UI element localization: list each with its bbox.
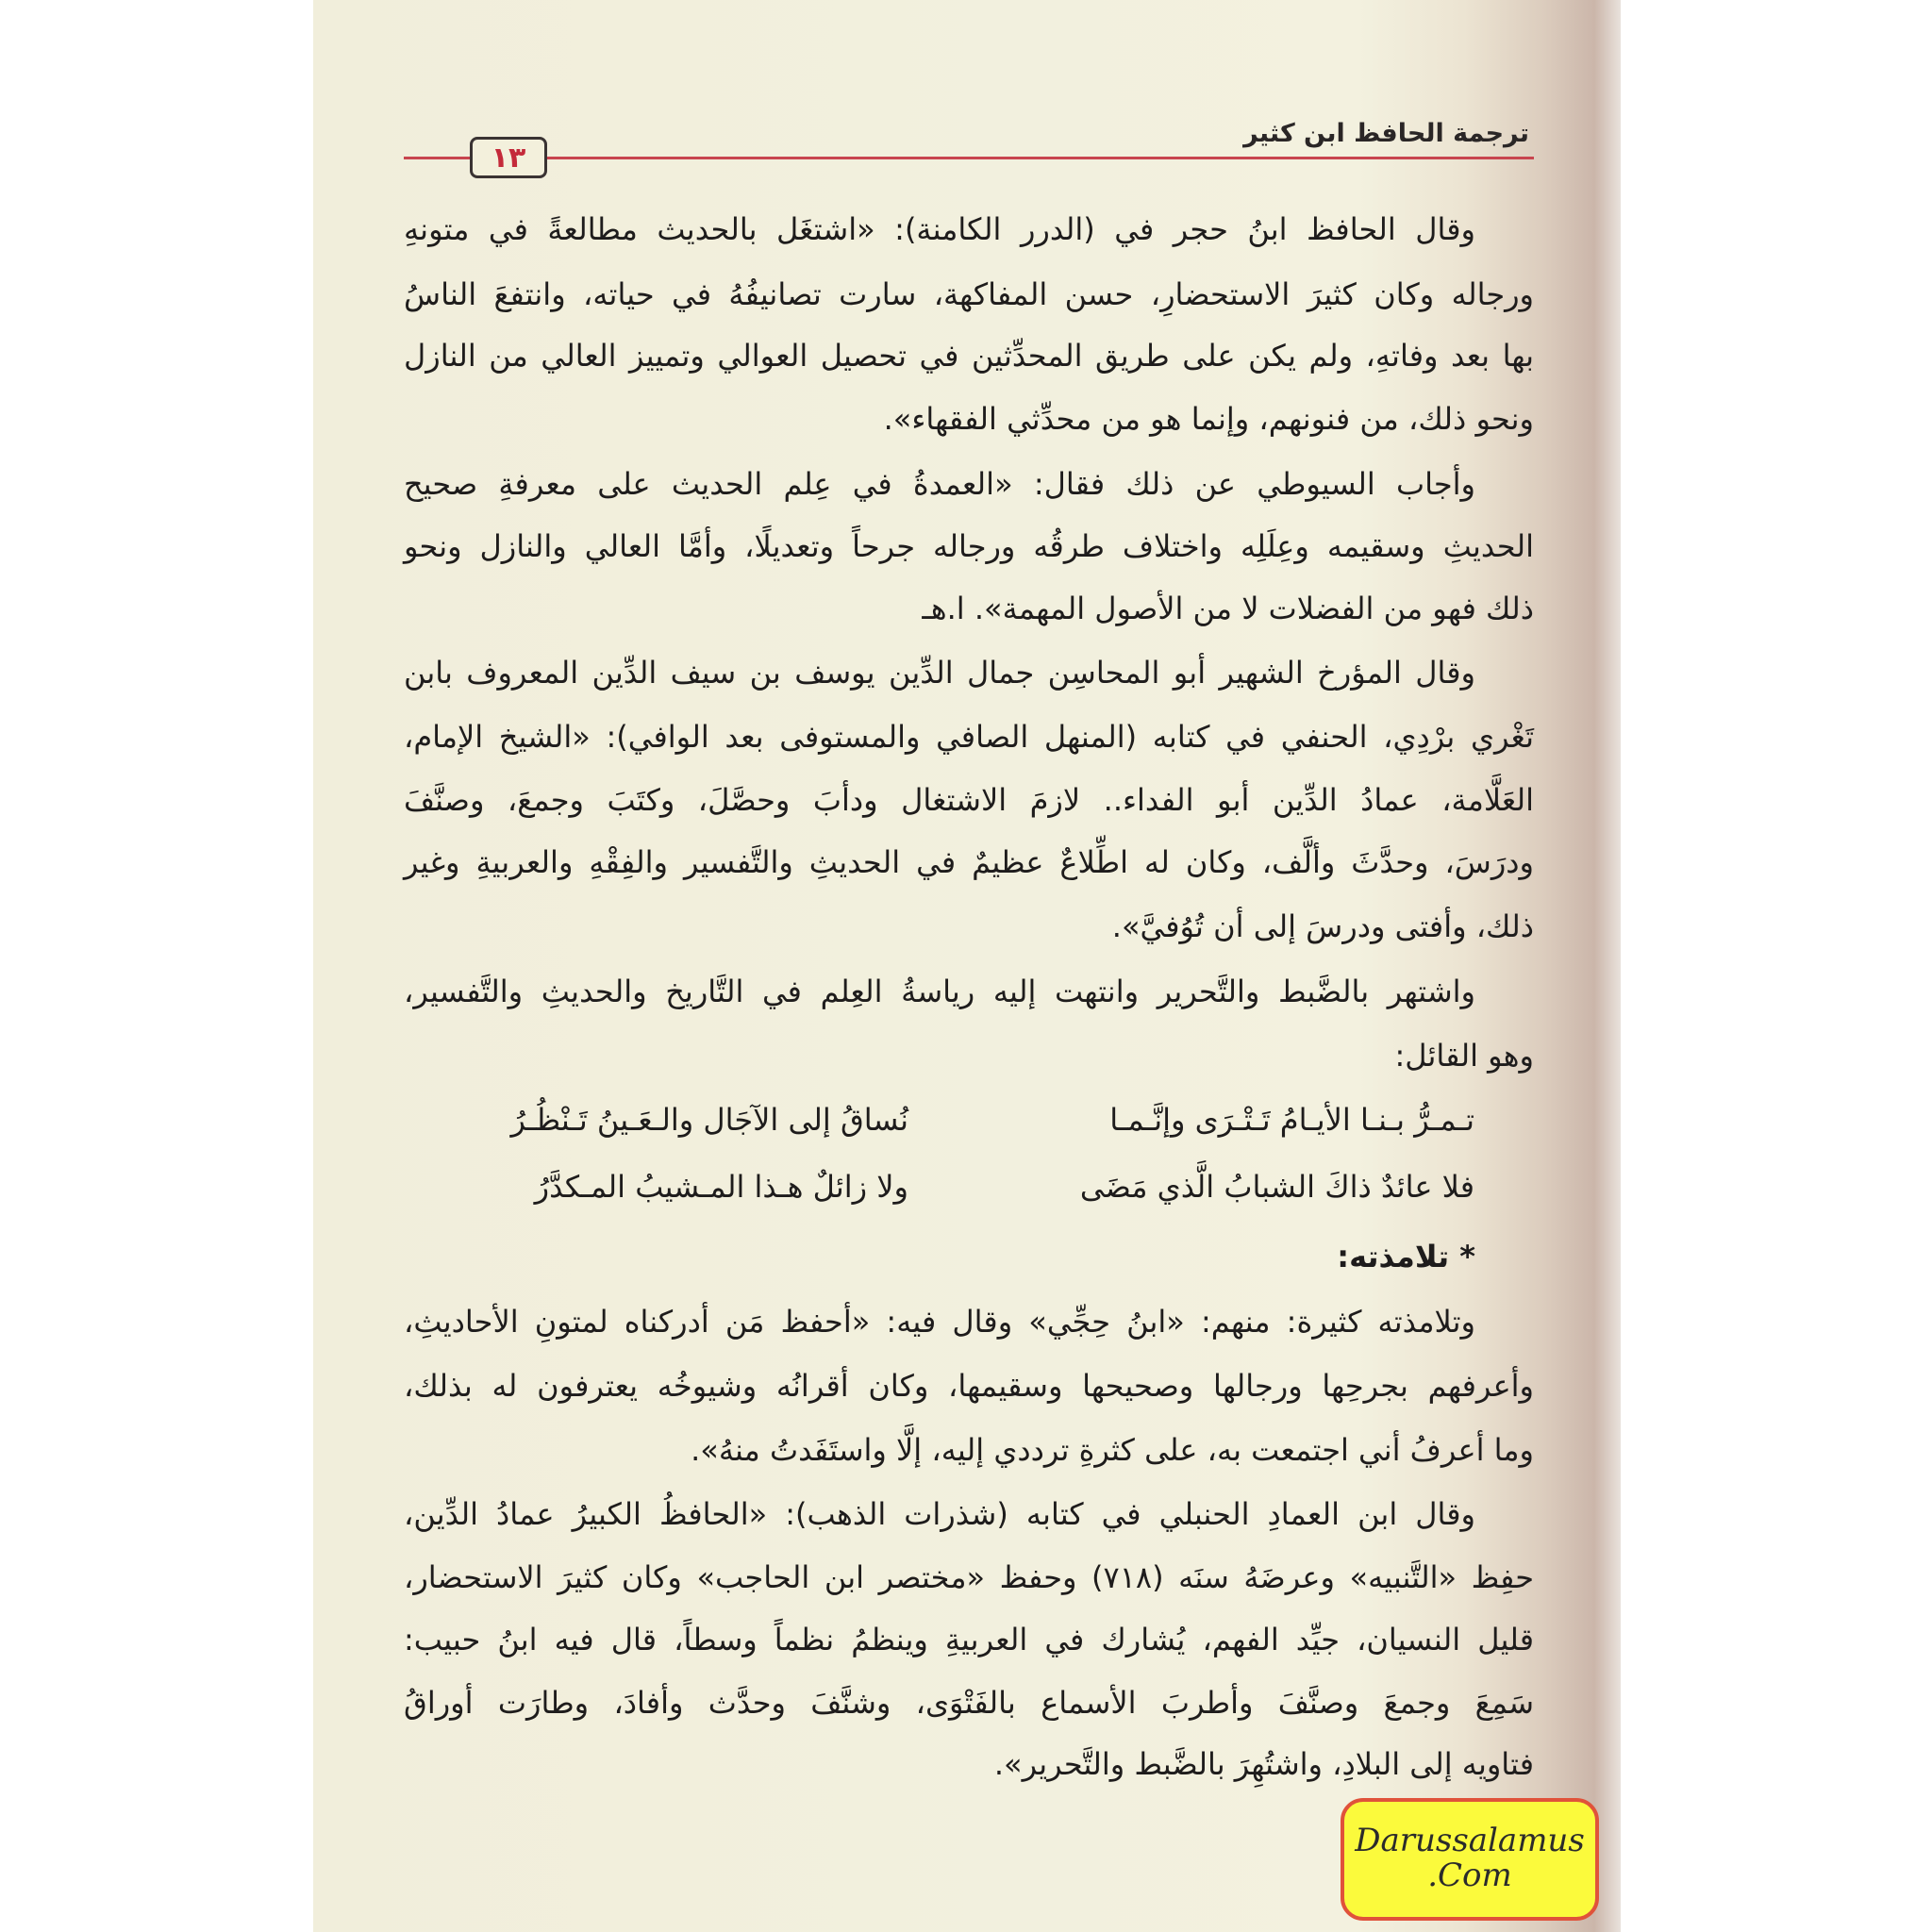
section-heading: * تلامذته: [1337,1239,1475,1274]
poem-verse-1-second: نُساقُ إلى الآجَال والـعَـينُ تَـنْظُـرُ [510,1102,908,1138]
text-line: وتلامذته كثيرة: منهم: «ابنُ حِجِّي» وقال فيه: «أحفظ مَن أدركناه لمتونِ الأحاديثِ، [404,1304,1475,1340]
text-line: الحديثِ وسقيمه وعِلَلِه واختلاف طرقُه ورجاله جرحاً وتعديلًا، وأمَّا العالي والنازل ونحو [404,528,1534,564]
text-line: وهو القائل: [1394,1038,1534,1074]
text-line: وقال ابن العمادِ الحنبلي في كتابه (شذرات الذهب): «الحافظُ الكبيرُ عمادُ الدِّين، [404,1496,1475,1532]
text-line: وقال الحافظ ابنُ حجر في (الدرر الكامنة): «اشتغَل بالحديث مطالعةً في متونهِ [404,211,1475,247]
poem-verse-2-first: فلا عائدٌ ذاكَ الشبابُ الَّذي مَضَى [1079,1169,1474,1205]
text-line: وما أعرفُ أني اجتمعت به، على كثرةِ ترددي إليه، إلَّا واستَفَدتُ منهُ». [691,1432,1534,1468]
text-line: واشتهر بالضَّبط والتَّحرير وانتهت إليه رياسةُ العِلم في التَّاريخ والحديثِ والتَّفسير، [404,974,1475,1009]
text-line: ورجاله وكان كثيرَ الاستحضارِ، حسن المفاكهة، سارت تصانيفُهُ في حياته، وانتفعَ الناسُ [404,276,1534,312]
running-header-title: ترجمة الحافظ ابن كثير [1243,119,1529,148]
text-line: فتاويه إلى البلادِ، واشتُهِرَ بالضَّبط والتَّحرير». [993,1746,1534,1782]
watermark-line-2: .Com [1427,1857,1512,1894]
text-line: ونحو ذلك، من فنونهم، وإنما هو من محدِّثي الفقهاء». [883,401,1534,437]
poem-verse-1-first: تـمـرُّ بـنـا الأيـامُ تَـتْـرَى وإنَّـمـا [1109,1102,1474,1138]
poem-verse-2-second: ولا زائلٌ هـذا المـشيبُ المـكدَّرُ [534,1169,908,1205]
text-line: سَمِعَ وجمعَ وصنَّفَ وأطربَ الأسماع بالفَتْوَى، وشنَّفَ وحدَّث وأفادَ، وطارَت أوراقُ [404,1685,1534,1721]
text-line: ذلك فهو من الفضلات لا من الأصول المهمة». ا.هـ [922,591,1534,626]
page-number: ١٣ [470,137,547,178]
text-line: العَلَّامة، عمادُ الدِّين أبو الفداء.. لازمَ الاشتغال ودأبَ وحصَّلَ، وكتَبَ وجمعَ، وصنَّفَ [404,782,1534,818]
watermark-badge [1341,1798,1599,1921]
watermark-line-1: Darussalamus [1355,1822,1585,1859]
text-line: ودرَسَ، وحدَّثَ وألَّف، وكان له اطِّلاعٌ عظيمٌ في الحديثِ والتَّفسير والفِقْهِ والعربيةِ وغير [404,844,1534,880]
text-line: وقال المؤرخ الشهير أبو المحاسِن جمال الدِّين يوسف بن سيف الدِّين المعروف بابن [404,655,1475,691]
text-line: حفِظ «التَّنبيه» وعرضَهُ سنَه (٧١٨) وحفظ «مختصر ابن الحاجب» وكان كثيرَ الاستحضار، [404,1559,1535,1595]
text-line: قليل النسيان، جيِّد الفهم، يُشارك في العربيةِ وينظمُ نظماً وسطاً، قال فيه ابنُ حبيب: [404,1622,1534,1657]
text-line: ذلك، وأفتى ودرسَ إلى أن تُوُفيَّ». [1111,908,1534,944]
header-rule [404,157,1534,159]
text-line: تَغْري برْدِي، الحنفي في كتابه (المنهل الصافي والمستوفى بعد الوافي): «الشيخ الإمام، [404,719,1534,755]
text-line: بها بعد وفاتهِ، ولم يكن على طريق المحدِّثين في تحصيل العوالي وتمييز العالي من النازل [404,338,1534,374]
text-line: وأعرفهم بجرحِها ورجالها وصحيحها وسقيمها، وكان أقرانُه وشيوخُه يعترفون له بذلك، [404,1368,1534,1404]
text-line: وأجاب السيوطي عن ذلك فقال: «العمدةُ في عِلم الحديث على معرفةِ صحيح [404,466,1475,502]
